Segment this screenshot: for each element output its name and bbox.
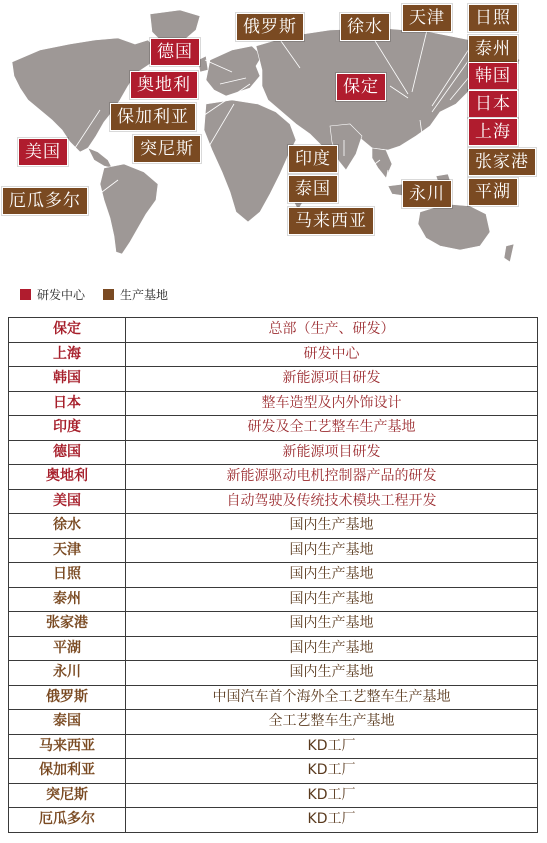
table-row [9, 587, 538, 612]
map-label-shanghai: 上海 [468, 118, 518, 146]
map-label-malaysia: 马来西亚 [288, 207, 374, 235]
location-description-cell: 国内生产基地 [126, 514, 538, 539]
map-label-tunisia: 突尼斯 [133, 135, 201, 163]
location-description-cell: 新能源项目研发 [126, 367, 538, 392]
location-name-cell: 保定 [9, 318, 126, 343]
location-description-cell: 国内生产基地 [126, 587, 538, 612]
table-row [9, 538, 538, 563]
location-name-cell: 泰州 [9, 587, 126, 612]
location-description-cell: 全工艺整车生产基地 [126, 710, 538, 735]
table-row [9, 710, 538, 735]
location-name-cell: 印度 [9, 416, 126, 441]
map-label-tianjin: 天津 [402, 4, 452, 32]
table-row [9, 612, 538, 637]
location-name-cell: 上海 [9, 342, 126, 367]
location-name-cell: 德国 [9, 440, 126, 465]
location-name-cell: 保加利亚 [9, 759, 126, 784]
map-label-ecuador: 厄瓜多尔 [2, 187, 88, 215]
table-row [9, 465, 538, 490]
table-row [9, 636, 538, 661]
location-description-cell: KD工厂 [126, 734, 538, 759]
map-label-taizhou: 泰州 [468, 35, 518, 63]
locations-table [8, 317, 538, 833]
location-description-cell: KD工厂 [126, 808, 538, 833]
table-row [9, 489, 538, 514]
location-name-cell: 日本 [9, 391, 126, 416]
map-label-rizhao: 日照 [468, 4, 518, 32]
location-description-cell: 国内生产基地 [126, 636, 538, 661]
location-description-cell: 国内生产基地 [126, 563, 538, 588]
table-row [9, 367, 538, 392]
location-description-cell: KD工厂 [126, 759, 538, 784]
location-description-cell: 整车造型及内外饰设计 [126, 391, 538, 416]
location-description-cell: 自动驾驶及传统技术模块工程开发 [126, 489, 538, 514]
location-description-cell: 研发中心 [126, 342, 538, 367]
rd-swatch [20, 289, 31, 300]
location-name-cell: 张家港 [9, 612, 126, 637]
location-name-cell: 平湖 [9, 636, 126, 661]
map-label-baoding: 保定 [336, 73, 386, 101]
location-name-cell: 天津 [9, 538, 126, 563]
location-name-cell: 俄罗斯 [9, 685, 126, 710]
location-name-cell: 美国 [9, 489, 126, 514]
map-label-germany: 德国 [150, 38, 200, 66]
location-description-cell: 国内生产基地 [126, 612, 538, 637]
map-label-pinghu: 平湖 [468, 178, 518, 206]
location-description-cell: 中国汽车首个海外全工艺整车生产基地 [126, 685, 538, 710]
location-name-cell: 泰国 [9, 710, 126, 735]
location-description-cell: 国内生产基地 [126, 538, 538, 563]
map-label-zhangjiagang: 张家港 [468, 148, 536, 176]
location-name-cell: 日照 [9, 563, 126, 588]
location-name-cell: 突尼斯 [9, 783, 126, 808]
map-label-korea: 韩国 [468, 62, 518, 90]
table-row [9, 734, 538, 759]
location-description-cell: 总部（生产、研发） [126, 318, 538, 343]
production-swatch [103, 289, 114, 300]
location-name-cell: 永川 [9, 661, 126, 686]
map-label-usa: 美国 [18, 138, 68, 166]
table-row [9, 342, 538, 367]
map-label-russia: 俄罗斯 [236, 13, 304, 41]
table-row [9, 759, 538, 784]
map-label-india: 印度 [288, 145, 338, 173]
location-description-cell: KD工厂 [126, 783, 538, 808]
location-name-cell: 厄瓜多尔 [9, 808, 126, 833]
map-label-japan: 日本 [468, 90, 518, 118]
table-row [9, 514, 538, 539]
table-row [9, 318, 538, 343]
table-row [9, 563, 538, 588]
table-row [9, 661, 538, 686]
table-row [9, 808, 538, 833]
legend-item-rd [20, 286, 85, 303]
location-name-cell: 徐水 [9, 514, 126, 539]
location-name-cell: 马来西亚 [9, 734, 126, 759]
legend-production-label: 生产基地 [120, 287, 169, 302]
map-label-thailand: 泰国 [288, 175, 338, 203]
location-description-cell: 研发及全工艺整车生产基地 [126, 416, 538, 441]
table-row [9, 391, 538, 416]
locations-table-body [9, 318, 538, 833]
table-row [9, 440, 538, 465]
table-row [9, 416, 538, 441]
location-description-cell: 新能源驱动电机控制器产品的研发 [126, 465, 538, 490]
map-label-yongchuan: 永川 [402, 180, 452, 208]
legend-item-production [103, 286, 168, 303]
map-label-bulgaria: 保加利亚 [110, 103, 196, 131]
location-name-cell: 韩国 [9, 367, 126, 392]
legend-rd-label: 研发中心 [37, 287, 86, 302]
location-description-cell: 国内生产基地 [126, 661, 538, 686]
map-label-austria: 奥地利 [130, 71, 198, 99]
location-name-cell: 奥地利 [9, 465, 126, 490]
table-row [9, 783, 538, 808]
world-map [0, 0, 547, 270]
map-legend [20, 285, 186, 303]
map-label-xushui: 徐水 [340, 13, 390, 41]
table-row [9, 685, 538, 710]
location-description-cell: 新能源项目研发 [126, 440, 538, 465]
